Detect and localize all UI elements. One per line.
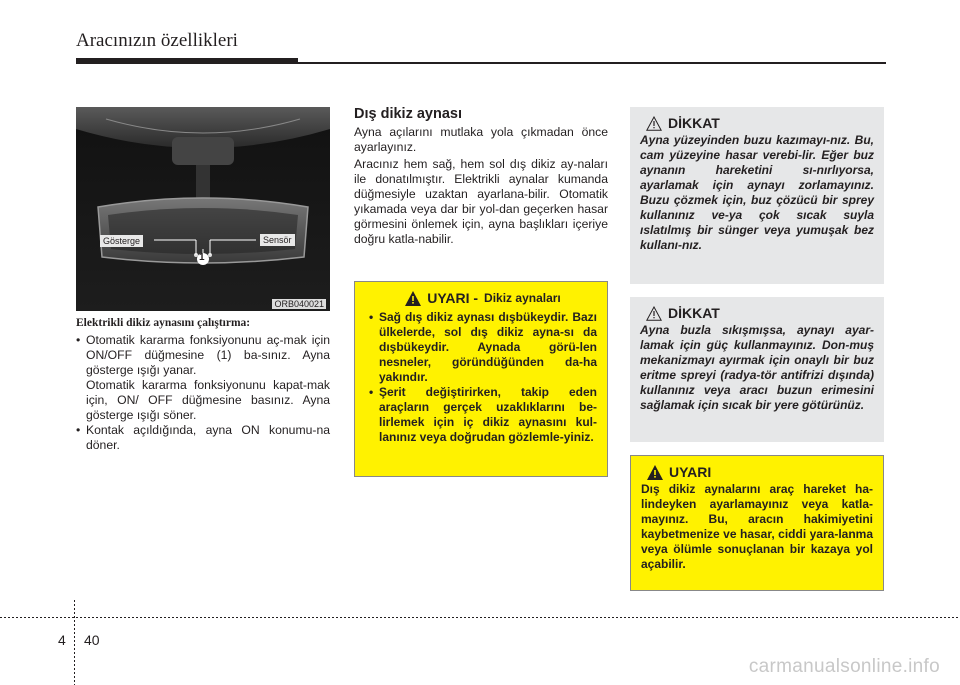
footer-rule [0, 617, 960, 618]
footer-divider [74, 600, 75, 685]
warning-box-adjust [630, 455, 884, 591]
page-header-title: Aracınızın özellikleri [76, 30, 238, 51]
header-rule-thin [298, 62, 886, 64]
warning-title: UYARI [669, 464, 712, 480]
list-item-sub: Otomatik kararma fonksiyonunu kapat-mak için, ON/ OFF düğmesine basınız. Ayna gösterge ışığı söner. [86, 378, 330, 422]
mirror-photo [76, 107, 330, 311]
section-heading: Dış dikiz aynası [354, 106, 462, 122]
list-item: • Şerit değiştirirken, takip eden araçların gerçek uzaklıklarını be-lirlemek için iç dikiz aynasını kul-lanınız veya doğrudan gözlemle-yiniz. [369, 385, 597, 444]
caution-box-ice [630, 107, 884, 284]
warning-triangle-icon [647, 465, 663, 480]
sensor-label: Sensör [260, 234, 295, 246]
caution-text: Ayna buzla sıkışmışsa, aynayı ayar-lamak için güç kullanmayınız. Don-muş mekanizmayı ayırmak için onaylı bir buz eritme spreyi (radya-tör antifrizi dışında) kullanınız veya aracı buzun erimesini sağlamak için sıcak bir yere götürünüz. [640, 323, 874, 412]
caution-triangle-icon [646, 306, 662, 321]
watermark: carmanualsonline.info [748, 656, 940, 677]
warning-title: UYARI - [427, 290, 479, 306]
figure-caption: Elektrikli dikiz aynasını çalıştırma: [76, 317, 251, 329]
warning-subtitle: Dikiz aynaları [484, 291, 561, 305]
caution-triangle-icon [646, 116, 662, 131]
section-number: 4 [58, 632, 66, 648]
list-item: • Otomatik kararma fonksiyonunu aç-mak için ON/OFF düğmesine (1) ba-sınız. Ayna gösterge ışığı yanar. [76, 333, 330, 377]
caution-title: DİKKAT [668, 305, 720, 321]
callout-number: 1 [199, 252, 205, 263]
warning-box-mirrors [354, 281, 608, 477]
indicator-label: Gösterge [100, 235, 143, 247]
caution-title: DİKKAT [668, 115, 720, 131]
warning-triangle-icon [405, 291, 421, 306]
left-instructions [76, 333, 330, 453]
caution-box-frozen [630, 297, 884, 442]
list-item: • Sağ dış dikiz aynası dışbükeydir. Bazı ülkelerde, sol dış dikiz ayna-sı da dışbükeydir. Aynada görü-len nesneler, göründüğünden da-ha yakındır. [369, 310, 597, 384]
paragraph: Aracınız hem sağ, hem sol dış dikiz ay-naları ile donatılmıştır. Elektrikli aynalar kumanda düğmesiyle uzaktan ayarlana-bilir. Otomatik yıkamada veya dar bir yol-dan geçerken hasar görmesini önlemek için, ayna başlıkları içeriye doğru katla-nabilir. [354, 157, 608, 246]
paragraph: Ayna açılarını mutlaka yola çıkmadan önce ayarlayınız. [354, 125, 608, 154]
warning-text: Dış dikiz aynalarını araç hareket ha-lindeyken ayarlamayınız veya katla-mayınız. Bu, aracın hakimiyetini kaybetmenize ve hasar, ciddi yara-lanma veya ölümle sonuçlanan bir kazaya yol açabilir. [641, 482, 873, 571]
figure-code: ORB040021 [274, 299, 324, 309]
caution-text: Ayna yüzeyinden buzu kazımayı-nız. Bu, cam yüzeyine hasar verebi-lir. Eğer buz aynanın hareketini sı-nırlıyorsa, ayarlamak için aynayı zorlamayınız. Buzu çözmek için, buz çözücü bir sprey kullanınız ve-ya çok sıcak suyla ıslatılmış bir sünger veya yumuşak bez kullanı-nız. [640, 133, 874, 252]
list-item: • Kontak açıldığında, ayna ON konumu-na döner. [76, 423, 330, 452]
page-number: 40 [84, 632, 100, 648]
header-rule-thick [76, 58, 298, 64]
